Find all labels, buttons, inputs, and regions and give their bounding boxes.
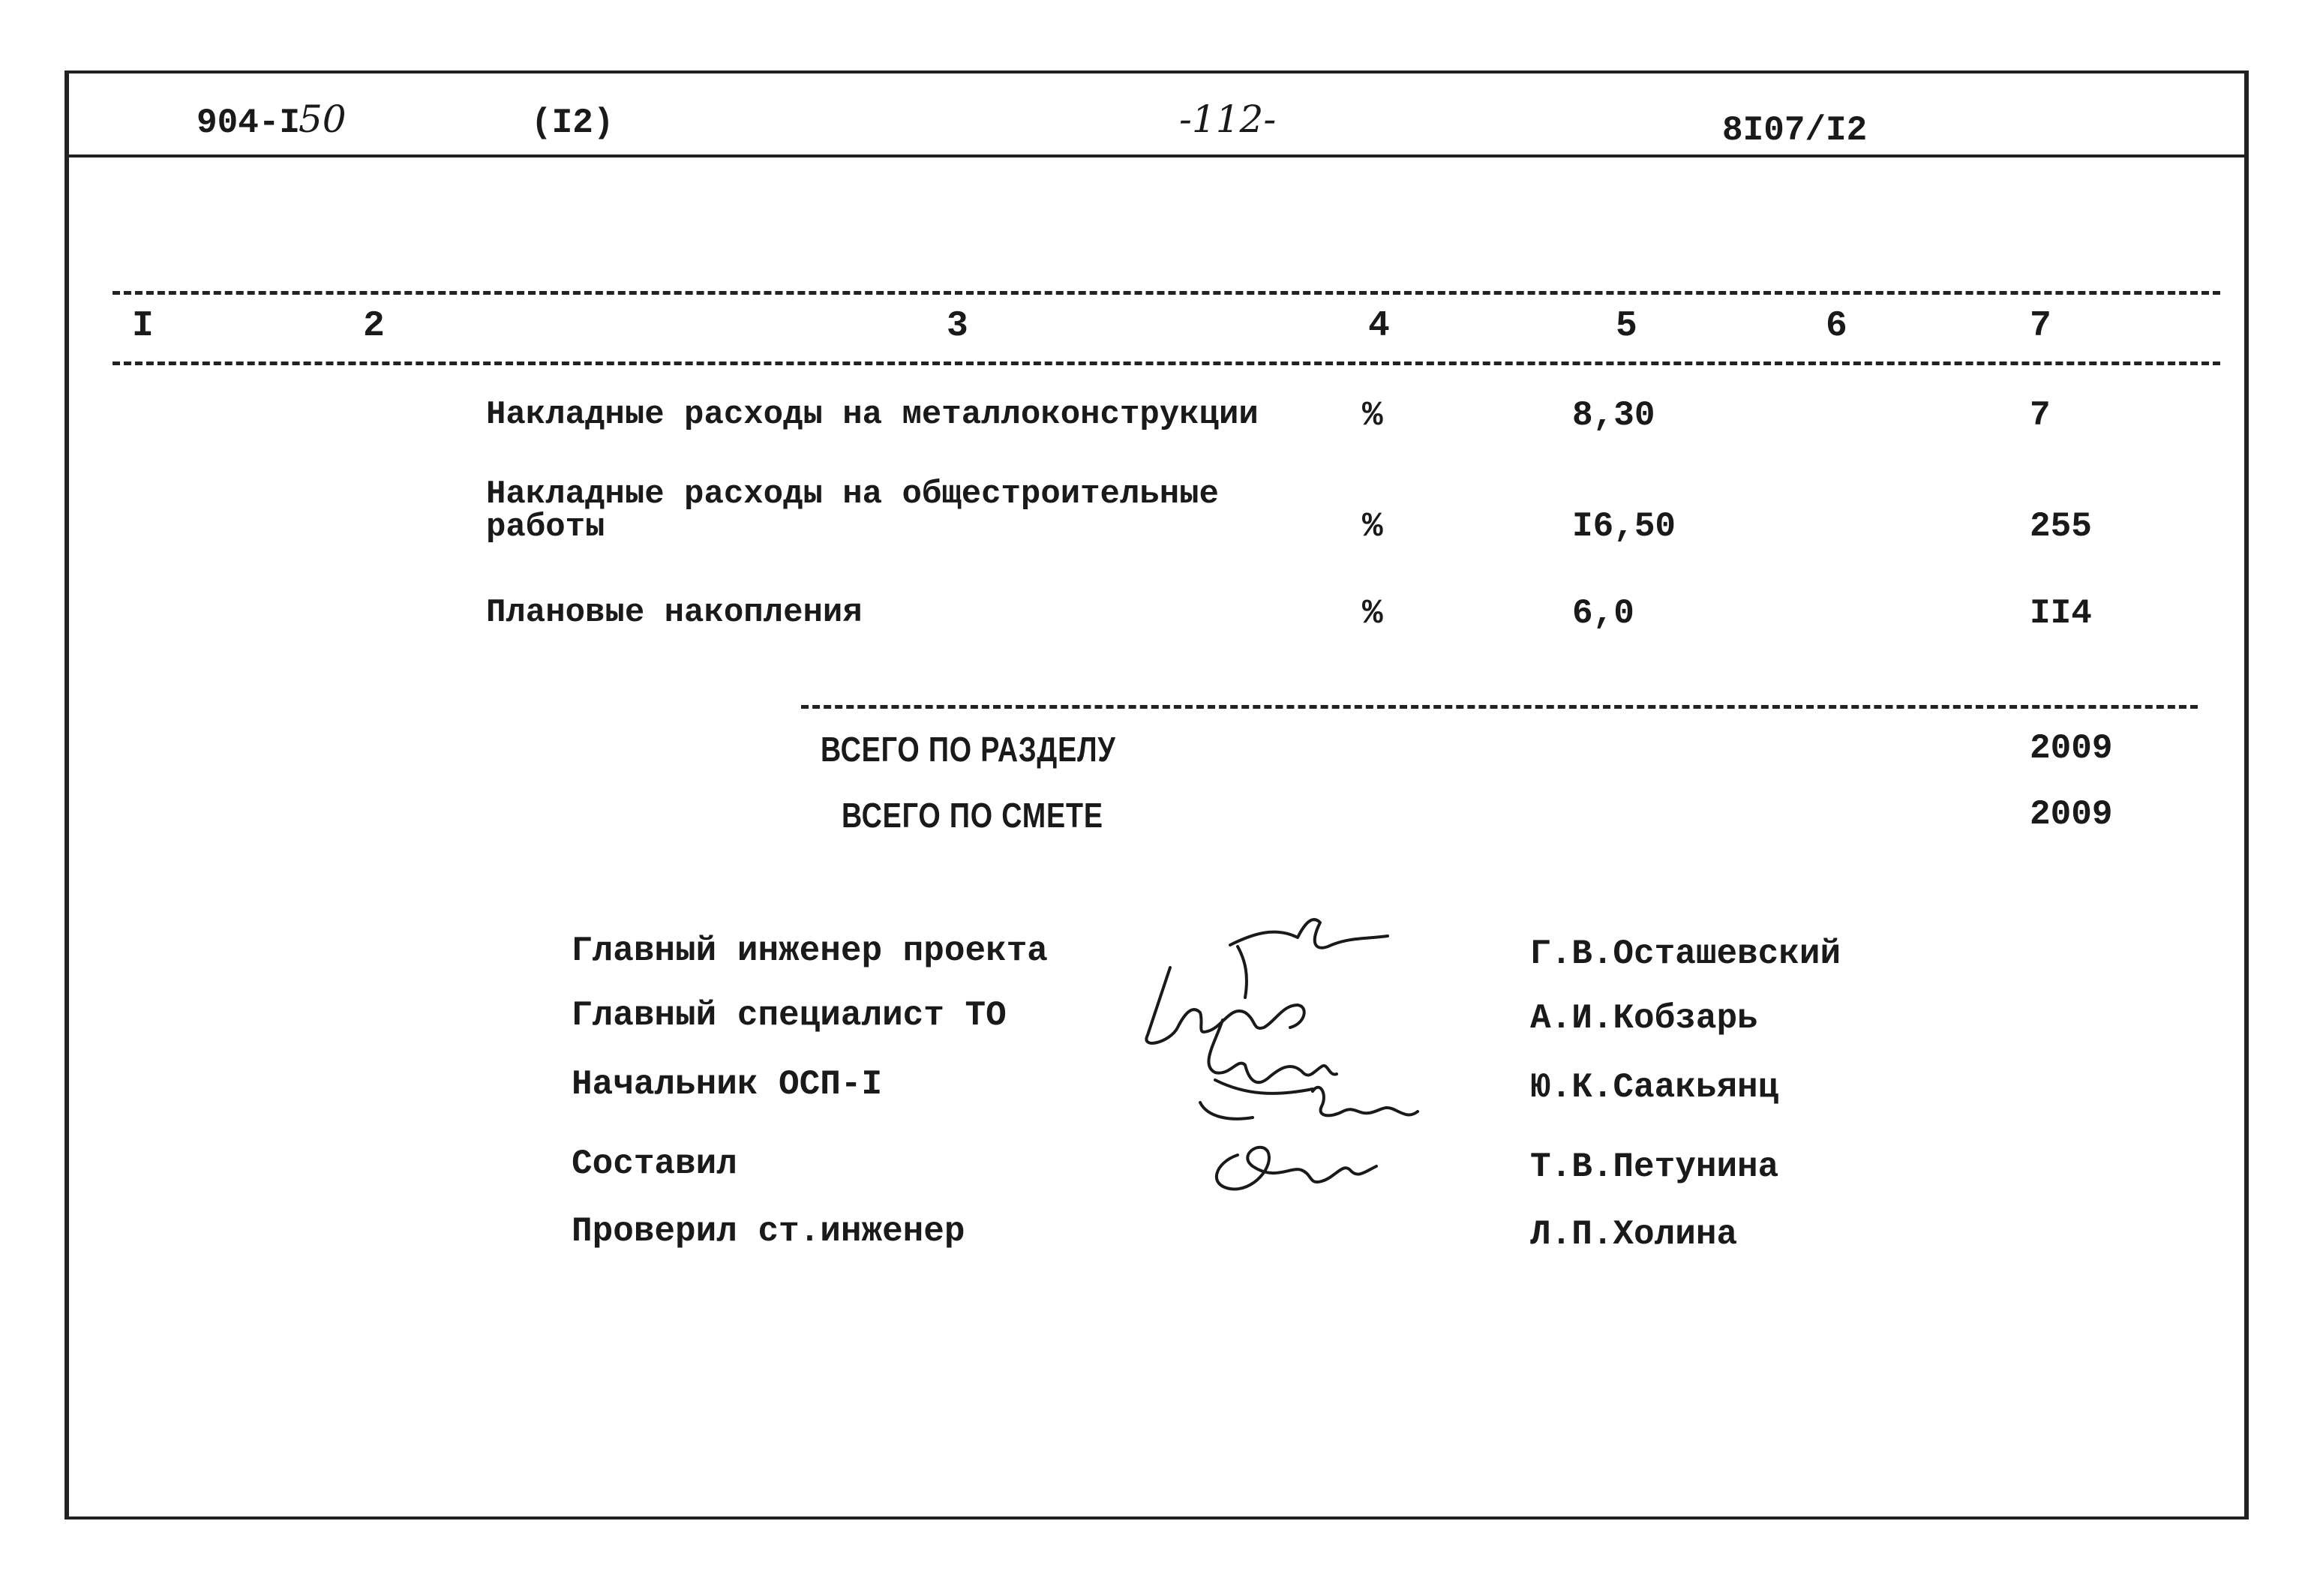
row-description: Накладные расходы на общестроительные [486, 476, 1219, 513]
table-header-rule [113, 362, 2220, 365]
document-part: (I2) [531, 104, 614, 142]
row-unit: % [1362, 507, 1383, 546]
estimate-total-value: 2009 [2030, 795, 2113, 834]
signatory-name: А.И.Кобзарь [1530, 999, 1758, 1038]
row-rate: I6,50 [1572, 507, 1676, 546]
signatory-role: Проверил ст.инженер [572, 1212, 965, 1251]
page-number: -112- [1179, 98, 1277, 141]
signature-2 [1146, 968, 1304, 1043]
table-top-rule [113, 291, 2220, 295]
row-description-continued: работы [486, 508, 605, 546]
page-frame [65, 70, 2249, 1520]
signature-3 [1200, 1020, 1337, 1119]
row-amount: II4 [2030, 594, 2092, 633]
document-number: 8I07/I2 [1722, 111, 1868, 150]
column-number-1: I [132, 306, 154, 346]
row-amount: 255 [2030, 507, 2092, 546]
column-number-6: 6 [1826, 306, 1847, 346]
row-rate: 6,0 [1572, 594, 1634, 633]
document-code-handwritten: 50 [299, 98, 347, 141]
signatory-role: Начальник ОСП-I [572, 1065, 883, 1104]
signatory-role: Составил [572, 1144, 737, 1184]
signature-5 [1217, 1148, 1376, 1190]
section-total-label: ВСЕГО ПО РАЗДЕЛУ [821, 730, 1116, 769]
signatory-role: Главный специалист ТО [572, 996, 1007, 1035]
column-number-3: 3 [947, 306, 968, 346]
column-number-5: 5 [1616, 306, 1637, 346]
row-unit: % [1362, 594, 1383, 633]
column-number-2: 2 [363, 306, 385, 346]
row-description: Накладные расходы на металлоконструкции [486, 396, 1259, 434]
header-divider [65, 154, 2249, 158]
column-number-7: 7 [2030, 306, 2051, 346]
column-number-4: 4 [1368, 306, 1390, 346]
signatory-name: Т.В.Петунина [1530, 1148, 1779, 1186]
row-amount: 7 [2030, 396, 2051, 435]
totals-rule [801, 705, 2198, 709]
handwritten-signatures [1125, 892, 1485, 1252]
signatory-role: Главный инженер проекта [572, 932, 1048, 970]
signatory-name: Ю.К.Саакьянц [1530, 1068, 1779, 1107]
section-total-value: 2009 [2030, 729, 2113, 768]
estimate-total-label: ВСЕГО ПО СМЕТЕ [842, 796, 1103, 835]
row-unit: % [1362, 396, 1383, 435]
signature-4 [1313, 1088, 1418, 1116]
signatory-name: Л.П.Холина [1530, 1215, 1738, 1254]
document-code: 904-I [197, 104, 301, 142]
signature-1 [1230, 920, 1388, 998]
row-description: Плановые накопления [486, 594, 863, 632]
signatory-name: Г.В.Осташевский [1530, 934, 1841, 974]
row-rate: 8,30 [1572, 396, 1655, 435]
